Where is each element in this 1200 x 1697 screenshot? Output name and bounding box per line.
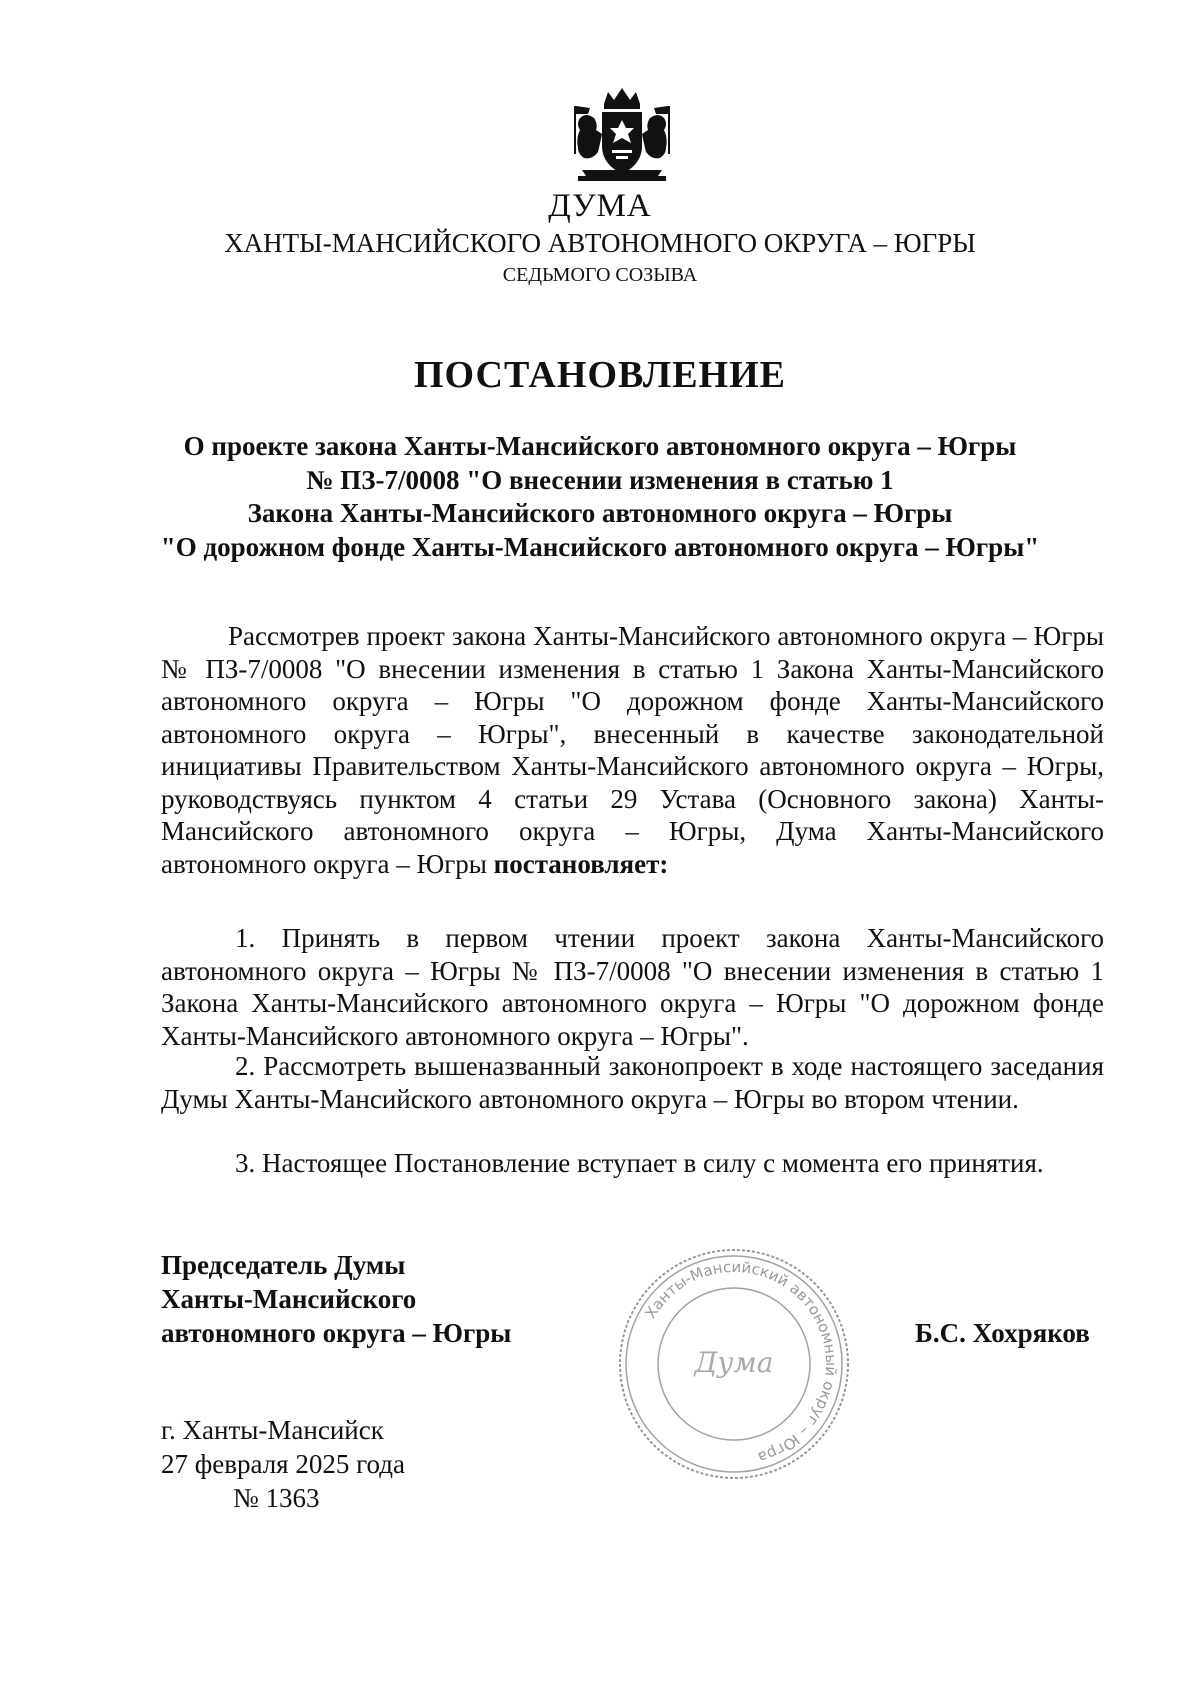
subject-line: № ПЗ-7/0008 "О внесении изменения в статью 1 [306, 464, 894, 495]
coat-of-arms-icon [568, 84, 676, 192]
resolution-item: 1. Принять в первом чтении проект закона Ханты-Мансийского автономного округа – Югры № ПЗ-7/0008 "О внесении изменения в статью 1 Закона Ханты-Мансийского автономного округа – Югры "О дорожном фонде Ханты-Мансийского автономного округа – Югры". [161, 923, 1104, 1051]
signatory-position-line: Ханты-Мансийского [161, 1284, 417, 1314]
subject-line: О проекте закона Ханты-Мансийского автономного округа – Югры [183, 431, 1017, 461]
duma-title: ДУМА [548, 188, 652, 224]
resolution-item: 2. Рассмотреть вышеназванный законопроект в ходе настоящего заседания Думы Ханты-Мансийского автономного округа – Югры во втором чтении. [161, 1051, 1104, 1114]
duma-convocation: СЕДЬМОГО СОЗЫВА [502, 264, 698, 286]
place-of-issue: г. Ханты-Мансийск [161, 1415, 384, 1445]
subject-line: "О дорожном фонде Ханты-Мансийского автономного округа – Югры" [160, 531, 1040, 562]
subject-line: Закона Ханты-Мансийского автономного округа – Югры [247, 498, 953, 528]
official-seal-icon [614, 1244, 854, 1484]
resolution-verb: постановляет: [493, 848, 669, 879]
preamble-text: Рассмотрев проект закона Ханты-Мансийского автономного округа – Югры № ПЗ-7/0008 "О внесении изменения в статью 1 Закона Ханты-Мансийского автономного округа – Югры "О дорожном фонде Ханты-Мансийского автономного округа – Югры", внесенный в качестве законодательной инициативы Правительством Ханты-Мансийского автономного округа – Югры, руководствуясь пунктом 4 статьи 29 Устава (Основного закона) Ханты-Мансийского автономного округа – Югры, Дума Ханты-Мансийского автономного округа – Югры [161, 621, 1104, 879]
document-number: № 1363 [233, 1483, 320, 1513]
issue-date: 27 февраля 2025 года [161, 1449, 405, 1479]
signatory-position-line: Председатель Думы [161, 1250, 406, 1280]
signatory-name: Б.С. Хохряков [915, 1318, 1090, 1348]
seal-center-text: Дума [694, 1346, 774, 1379]
signatory-position-line: автономного округа – Югры [161, 1318, 512, 1348]
signatory-position [161, 1248, 511, 1350]
document-subject [150, 430, 1050, 564]
preamble-paragraph [161, 620, 1104, 880]
seal-ring-text: Ханты-Мансийский автономный округ – Югра [641, 1257, 841, 1467]
document-type-heading: ПОСТАНОВЛЕНИЕ [413, 354, 787, 396]
resolution-item: 3. Настоящее Постановление вступает в силу с момента его принятия. [235, 1148, 1044, 1178]
duma-region: ХАНТЫ-МАНСИЙСКОГО АВТОНОМНОГО ОКРУГА – ЮГРЫ [224, 228, 976, 258]
